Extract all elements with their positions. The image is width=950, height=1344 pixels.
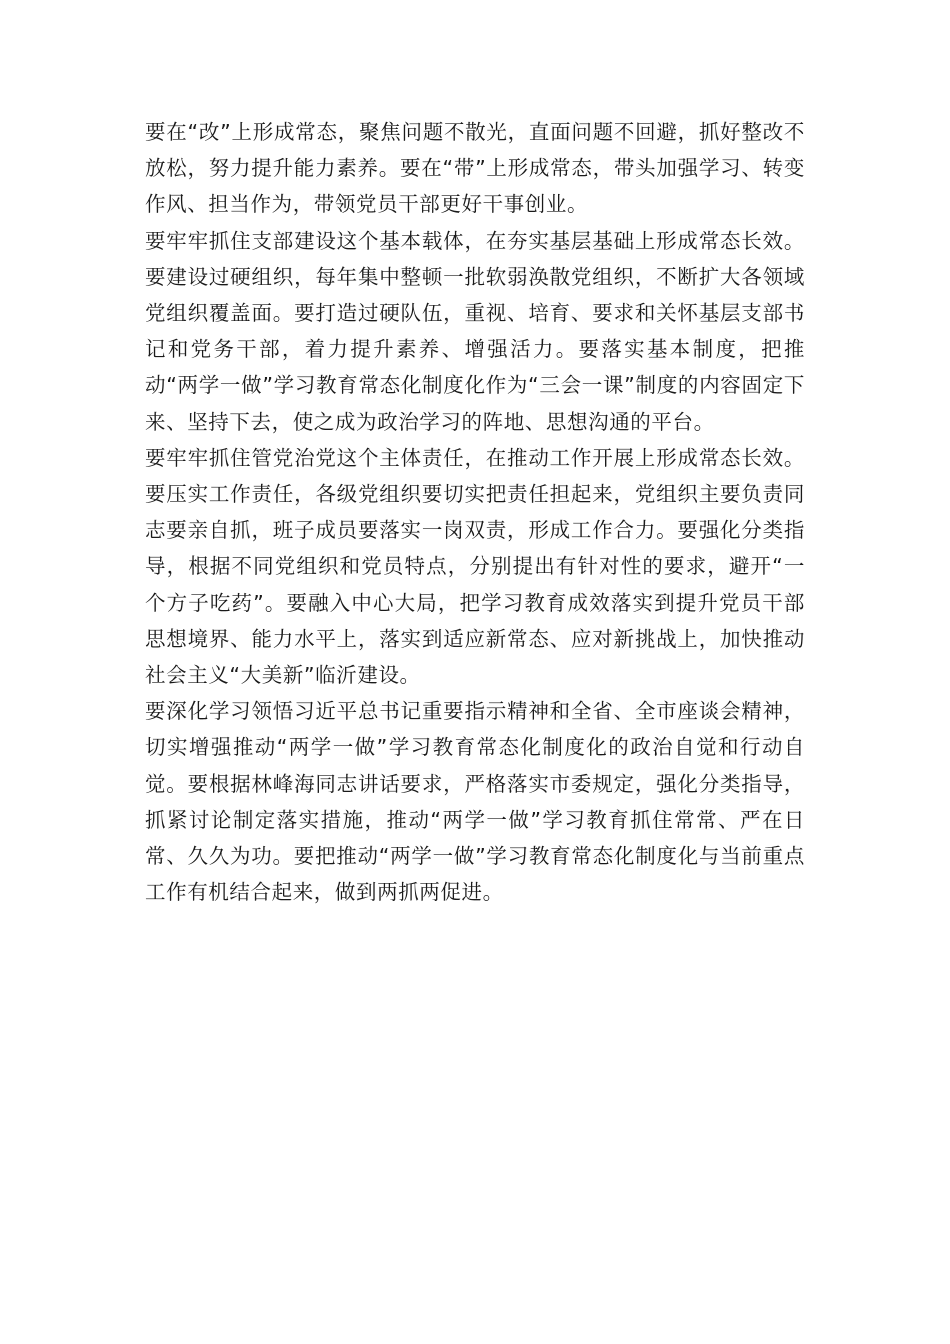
paragraph-1: 要在“改”上形成常态，聚焦问题不散光，直面问题不回避，抓好整改不放松，努力提升能力素养。要在“带”上形成常态，带头加强学习、转变作风、担当作为，带领党员干部更好干事创业。 (145, 120, 805, 217)
paragraph-4: 要深化学习领悟习近平总书记重要指示精神和全省、全市座谈会精神，切实增强推动“两学一做”学习教育常态化制度化的政治自觉和行动自觉。要根据林峰海同志讲话要求，严格落实市委规定，强化分类指导，抓紧讨论制定落实措施，推动“两学一做”学习教育抓住常常、严在日常、久久为功。要把推动“两学一做”学习教育常态化制度化与当前重点工作有机结合起来，做到两抓两促进。 (145, 699, 805, 905)
document-body (145, 114, 805, 910)
paragraph-3: 要牢牢抓住管党治党这个主体责任，在推动工作开展上形成常态长效。要压实工作责任，各级党组织要切实把责任担起来，党组织主要负责同志要亲自抓，班子成员要落实一岗双责，形成工作合力。要强化分类指导，根据不同党组织和党员特点，分别提出有针对性的要求，避开“一个方子吃药”。要融入中心大局，把学习教育成效落实到提升党员干部思想境界、能力水平上，落实到适应新常态、应对新挑战上，加快推动社会主义“大美新”临沂建设。 (145, 445, 805, 688)
paragraph-2: 要牢牢抓住支部建设这个基本载体，在夯实基层基础上形成常态长效。要建设过硬组织，每年集中整顿一批软弱涣散党组织，不断扩大各领域党组织覆盖面。要打造过硬队伍，重视、培育、要求和关怀基层支部书记和党务干部，着力提升素养、增强活力。要落实基本制度，把推动“两学一做”学习教育常态化制度化作为“三会一课”制度的内容固定下来、坚持下去，使之成为政治学习的阵地、思想沟通的平台。 (145, 228, 805, 434)
